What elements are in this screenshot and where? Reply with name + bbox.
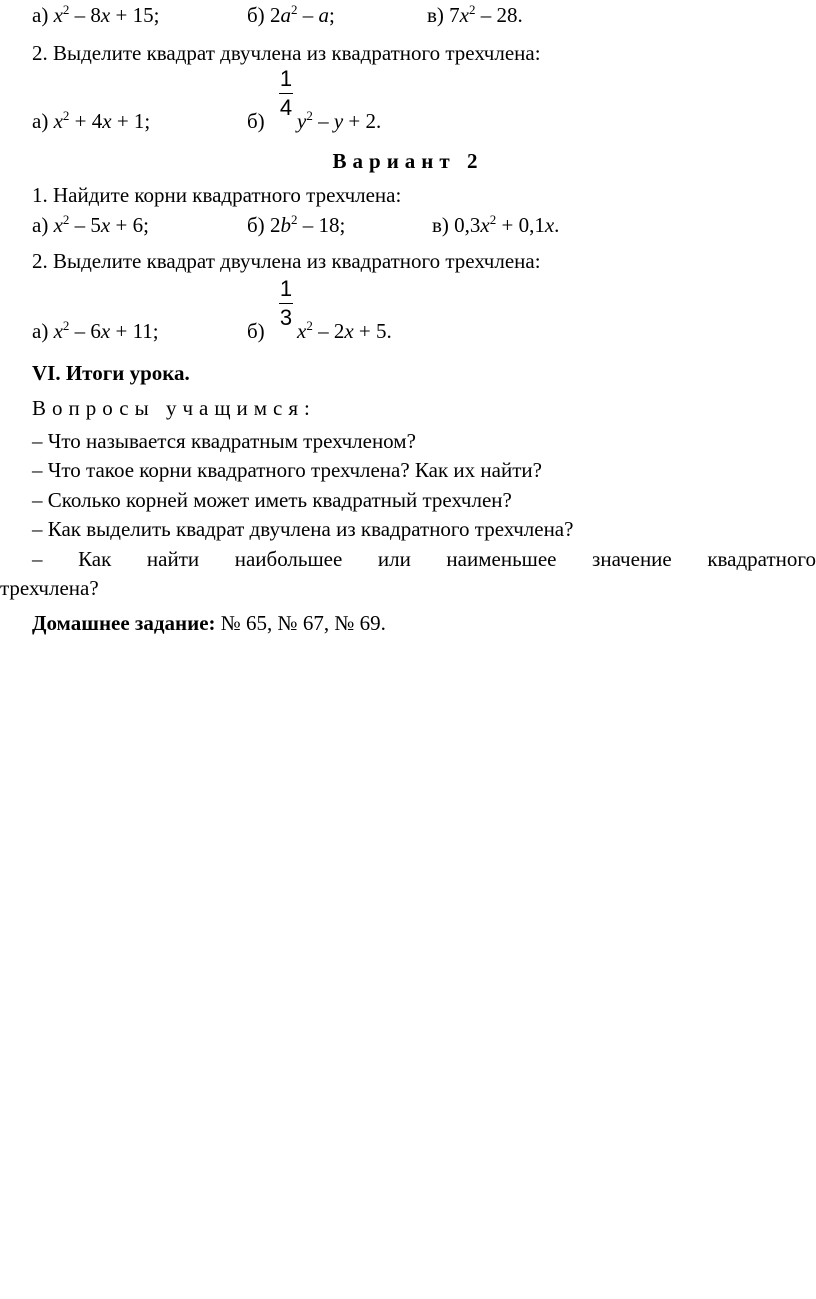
q5-word: квадратного: [707, 547, 816, 571]
v2-task2-item-b: $x^2 - 2x + 5$.: [297, 318, 392, 343]
fraction-bar: [279, 93, 293, 94]
fraction-numerator: 1: [279, 66, 293, 91]
q5-word: значение: [592, 547, 672, 571]
homework-label: Домашнее задание:: [32, 611, 216, 635]
questions-label: Вопросы учащимся:: [32, 396, 316, 420]
fraction-numerator: 1: [279, 276, 293, 301]
v1-task2-fraction: [279, 68, 293, 119]
variant2-heading: Вариант 2: [332, 149, 484, 173]
v2-task2-item-a: а) $x^2 - 6x + 11$;: [32, 318, 159, 343]
v1-task2-item-b: $y^2 - y + 2$.: [297, 108, 382, 133]
v2-task2-fraction: [279, 278, 293, 329]
q5-word: найти: [146, 547, 200, 571]
homework: [32, 610, 386, 636]
v2-task2-item-b-label: б): [247, 319, 265, 343]
section-heading-summary: VI. Итоги урока.: [32, 361, 190, 385]
v1-task2-title: 2. Выделите квадрат двучлена из квадратного трехчлена:: [32, 41, 541, 65]
v1-task1-item-a: а) $x^2 - 8x + 15$;: [32, 2, 160, 27]
question-2: – Что такое корни квадратного трехчлена? Как их найти?: [32, 458, 542, 482]
v2-task2-title: 2. Выделите квадрат двучлена из квадратного трехчлена:: [32, 249, 541, 273]
q5-word: –: [32, 547, 43, 571]
v2-task1-item-b: б) $2b^2 - 18$;: [247, 212, 346, 237]
question-1: – Что называется квадратным трехчленом?: [32, 429, 416, 453]
fraction-denominator: 3: [279, 305, 293, 330]
v2-task1-item-a: а) $x^2 - 5x + 6$;: [32, 212, 149, 237]
v1-task1-item-b: б) $2a^2$ – a;: [247, 2, 335, 27]
question-4: – Как выделить квадрат двучлена из квадратного трехчлена?: [32, 517, 574, 541]
q5-word: Как: [78, 547, 112, 571]
fraction-denominator: 4: [279, 95, 293, 120]
question-5-continuation: трехчлена?: [0, 576, 99, 600]
q5-word: наименьшее: [446, 547, 557, 571]
v1-task1-item-c: в) $7x^2 - 28$.: [427, 2, 523, 27]
v2-task1-item-c: в) $0,3x^2 + 0,1x$.: [432, 212, 560, 237]
question-3: – Сколько корней может иметь квадратный трехчлен?: [32, 488, 512, 512]
v2-task1-title: 1. Найдите корни квадратного трехчлена:: [32, 183, 402, 207]
question-5: [32, 546, 816, 572]
v1-task2-item-a: а) $x^2 + 4x + 1$;: [32, 108, 151, 133]
v1-task2-item-b-label: б): [247, 109, 265, 133]
fraction-bar: [279, 303, 293, 304]
homework-text: № 65, № 67, № 69.: [215, 611, 386, 635]
q5-word: наибольшее: [234, 547, 343, 571]
q5-word: или: [377, 547, 411, 571]
